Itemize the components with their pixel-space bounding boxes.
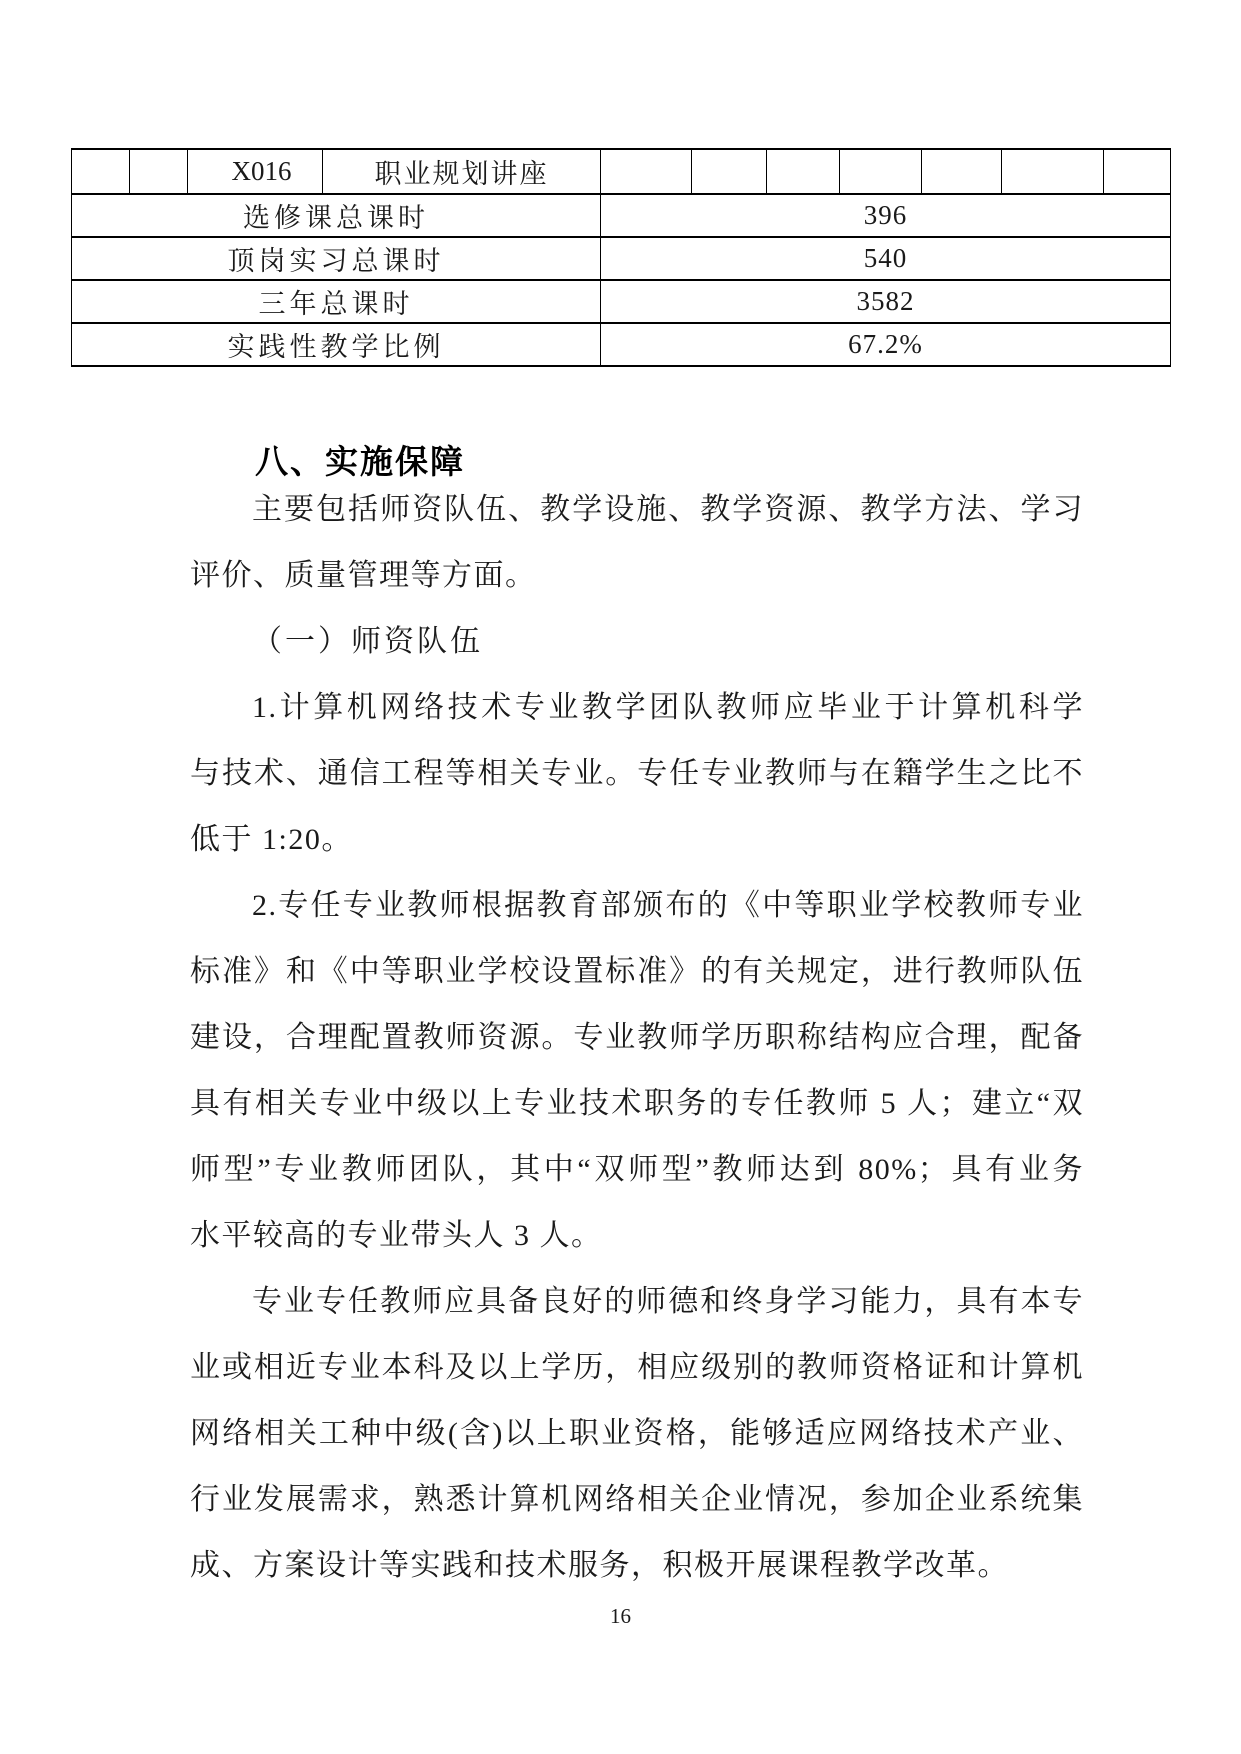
table-row-course — [72, 149, 1171, 194]
table-row-practice-ratio — [72, 323, 1171, 366]
summary-label: 顶岗实习总课时 — [72, 237, 601, 280]
body-line: 专业专任教师应具备良好的师德和终身学习能力，具有本专 — [252, 1285, 1084, 1318]
cell-empty — [692, 149, 767, 194]
body-line: 与技术、通信工程等相关专业。专任专业教师与在籍学生之比不 — [190, 757, 1084, 790]
body-text — [190, 477, 1084, 1599]
cell-category — [72, 149, 130, 194]
body-line: 行业发展需求，熟悉计算机网络相关企业情况，参加企业系统集 — [190, 1483, 1084, 1516]
cell-course-name: 职业规划讲座 — [323, 149, 601, 194]
body-line: 2.专任专业教师根据教育部颁布的《中等职业学校教师专业 — [252, 889, 1084, 922]
body-line: 建设，合理配置教师资源。专业教师学历职称结构应合理，配备 — [190, 1021, 1084, 1054]
course-summary-table — [71, 148, 1171, 367]
table-row-three-year-total — [72, 280, 1171, 323]
body-line: 成、方案设计等实践和技术服务，积极开展课程教学改革。 — [190, 1549, 1009, 1582]
summary-value: 67.2% — [601, 323, 1171, 366]
summary-label: 实践性教学比例 — [72, 323, 601, 366]
body-line: 低于 1:20。 — [190, 823, 353, 856]
body-line: 标准》和《中等职业学校设置标准》的有关规定，进行教师队伍 — [190, 955, 1084, 988]
summary-value: 3582 — [601, 280, 1171, 323]
body-line: 1.计算机网络技术专业教学团队教师应毕业于计算机科学 — [252, 691, 1084, 724]
body-line: 业或相近专业本科及以上学历，相应级别的教师资格证和计算机 — [190, 1351, 1084, 1384]
cell-empty — [767, 149, 840, 194]
body-line: 网络相关工种中级(含)以上职业资格，能够适应网络技术产业、 — [190, 1417, 1084, 1450]
cell-empty — [922, 149, 1002, 194]
cell-empty — [1104, 149, 1171, 194]
subsection-heading: （一）师资队伍 — [252, 625, 483, 658]
body-line: 具有相关专业中级以上专业技术职务的专任教师 5 人；建立“双 — [190, 1087, 1084, 1120]
cell-seq — [130, 149, 188, 194]
table-row-internship-total — [72, 237, 1171, 280]
body-line: 水平较高的专业带头人 3 人。 — [190, 1219, 603, 1252]
summary-value: 396 — [601, 194, 1171, 237]
body-line: 主要包括师资队伍、教学设施、教学资源、教学方法、学习 — [252, 493, 1084, 526]
cell-empty — [840, 149, 922, 194]
cell-course-code: X016 — [188, 149, 323, 194]
section-heading: 八、实施保障 — [255, 443, 465, 480]
body-line: 评价、质量管理等方面。 — [190, 559, 537, 592]
summary-label: 三年总课时 — [72, 280, 601, 323]
page-number: 16 — [610, 1604, 631, 1628]
body-line: 师型”专业教师团队，其中“双师型”教师达到 80%；具有业务 — [190, 1153, 1084, 1186]
cell-empty — [601, 149, 692, 194]
summary-label: 选修课总课时 — [72, 194, 601, 237]
summary-value: 540 — [601, 237, 1171, 280]
cell-empty — [1002, 149, 1104, 194]
table-row-elective-total — [72, 194, 1171, 237]
